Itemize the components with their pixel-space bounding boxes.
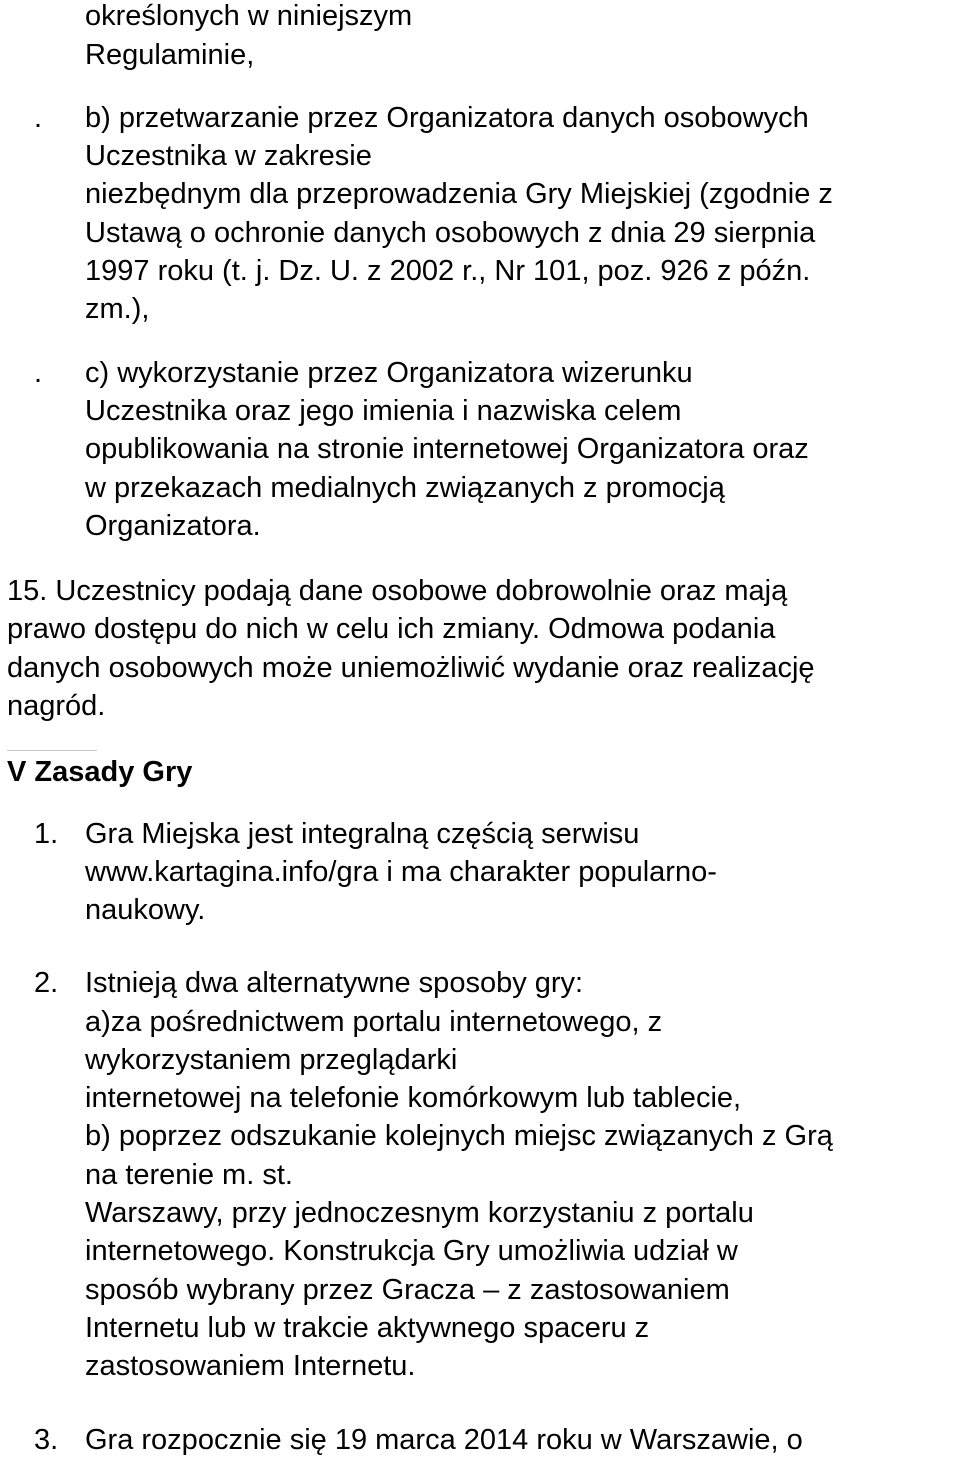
point-15-line: 15. Uczestnicy podają dane osobowe dobrowolnie oraz mają: [7, 575, 788, 607]
list-item-line: sposób wybrany przez Gracza – z zastosowaniem: [85, 1274, 730, 1306]
list-item-line: Warszawy, przy jednoczesnym korzystaniu z portalu: [85, 1197, 754, 1229]
list-item-line: b) poprzez odszukanie kolejnych miejsc związanych z Grą: [85, 1120, 833, 1152]
list-item-line: Gra rozpocznie się 19 marca 2014 roku w Warszawie, o: [85, 1424, 803, 1456]
item-c-line: opublikowania na stronie internetowej Organizatora oraz: [85, 433, 809, 465]
list-number: 1.: [34, 818, 59, 850]
list-item-line: na terenie m. st.: [85, 1159, 293, 1191]
point-15-line: nagród.: [7, 690, 106, 722]
list-item-line: Gra Miejska jest integralną częścią serwisu: [85, 818, 640, 850]
list-item-line: wykorzystaniem przeglądarki: [85, 1044, 458, 1076]
list-item-line: internetowej na telefonie komórkowym lub tablecie,: [85, 1082, 742, 1114]
list-item-line: Istnieją dwa alternatywne sposoby gry:: [85, 967, 584, 999]
item-b-line: Uczestnika w zakresie: [85, 140, 372, 172]
list-item-line: Internetu lub w trakcie aktywnego spaceru z: [85, 1312, 650, 1344]
item-b-line: niezbędnym dla przeprowadzenia Gry Miejskiej (zgodnie z: [85, 178, 833, 210]
section-heading: V Zasady Gry: [7, 756, 193, 788]
item-c-line: w przekazach medialnych związanych z promocją: [85, 472, 725, 504]
list-item-line: www.kartagina.info/gra i ma charakter popularno-: [85, 856, 717, 888]
item-b-line: 1997 roku (t. j. Dz. U. z 2002 r., Nr 101, poz. 926 z późn.: [85, 255, 811, 287]
point-15-line: danych osobowych może uniemożliwić wydanie oraz realizację: [7, 652, 815, 684]
item-b-line: b) przetwarzanie przez Organizatora danych osobowych: [85, 102, 809, 134]
item-c-line: Organizatora.: [85, 510, 261, 542]
item-a-line: określonych w niniejszym: [85, 0, 413, 32]
section-divider: [7, 750, 97, 751]
list-item-line: zastosowaniem Internetu.: [85, 1350, 416, 1382]
item-c-line: c) wykorzystanie przez Organizatora wizerunku: [85, 357, 693, 389]
point-15-line: prawo dostępu do nich w celu ich zmiany. Odmowa podania: [7, 613, 776, 645]
item-a-line: Regulaminie,: [85, 39, 255, 71]
item-c-marker: .: [34, 357, 43, 389]
item-c-line: Uczestnika oraz jego imienia i nazwiska celem: [85, 395, 682, 427]
list-number: 2.: [34, 967, 59, 999]
list-number: 3.: [34, 1424, 59, 1456]
item-b-marker: .: [34, 102, 43, 134]
list-item-line: a)za pośrednictwem portalu internetowego, z: [85, 1006, 663, 1038]
list-item-line: internetowego. Konstrukcja Gry umożliwia udział w: [85, 1235, 738, 1267]
item-b-line: zm.),: [85, 293, 150, 325]
item-b-line: Ustawą o ochronie danych osobowych z dnia 29 sierpnia: [85, 217, 816, 249]
list-item-line: naukowy.: [85, 894, 206, 926]
